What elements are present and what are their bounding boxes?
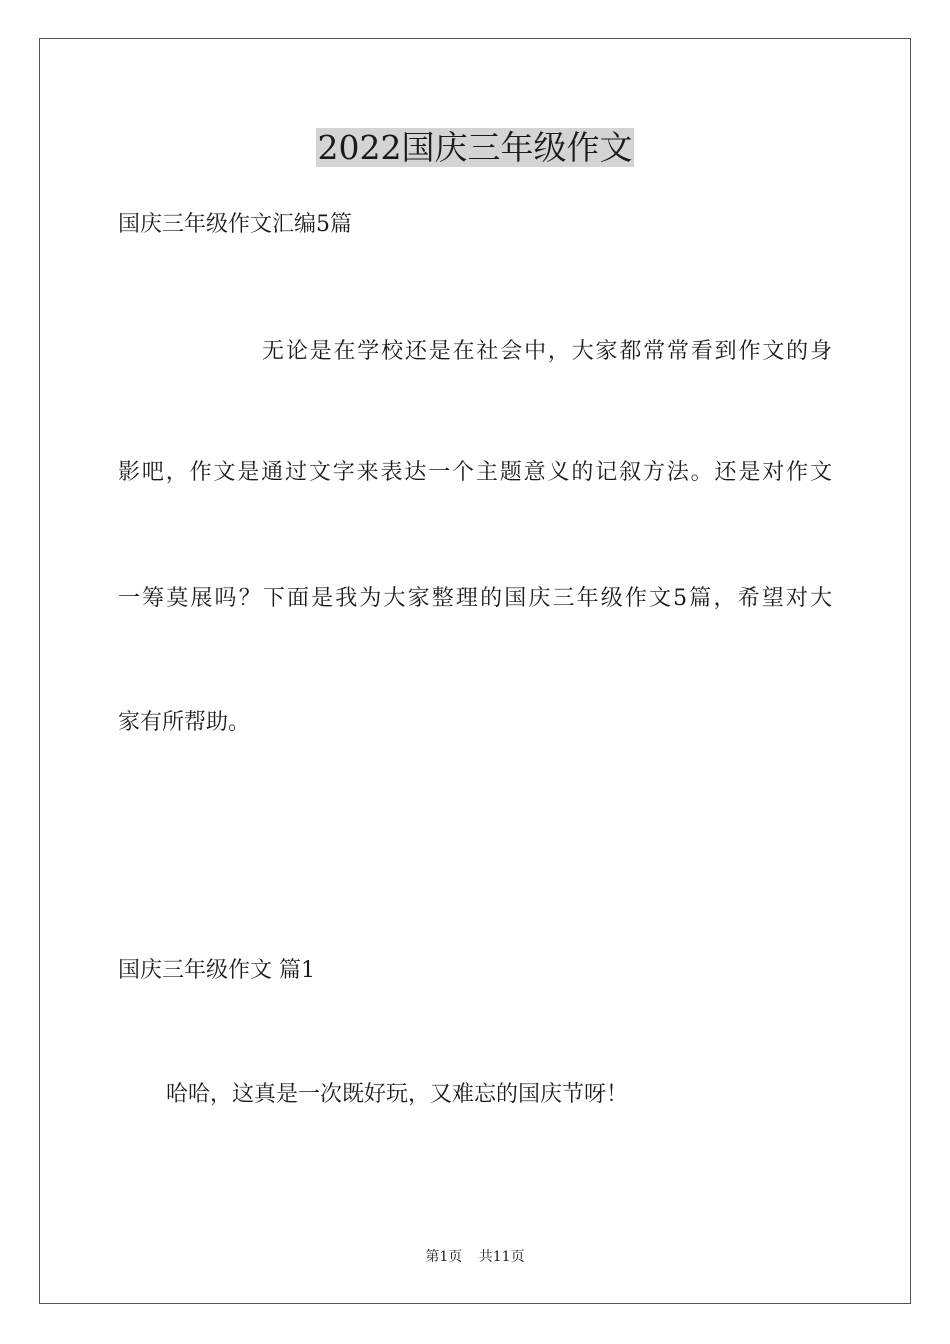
page-footer	[0, 1247, 950, 1267]
page-total: 共11页	[478, 1249, 525, 1265]
intro-line-3: 一筹莫展吗？下面是我为大家整理的国庆三年级作文5篇，希望对大	[118, 586, 832, 611]
section-heading: 国庆三年级作文 篇1	[118, 958, 315, 983]
intro-line-4: 家有所帮助。	[118, 710, 251, 735]
intro-line-2: 影吧，作文是通过文字来表达一个主题意义的记叙方法。还是对作文	[118, 460, 832, 485]
document-subtitle: 国庆三年级作文汇编5篇	[118, 212, 352, 237]
document-title	[0, 126, 950, 170]
section-paragraph-line: 哈哈，这真是一次既好玩，又难忘的国庆节呀！	[166, 1082, 629, 1107]
document-title-text: 2022国庆三年级作文	[317, 128, 633, 167]
intro-line-1: 无论是在学校还是在社会中，大家都常常看到作文的身	[262, 339, 832, 364]
page-number: 第1页	[425, 1249, 463, 1265]
